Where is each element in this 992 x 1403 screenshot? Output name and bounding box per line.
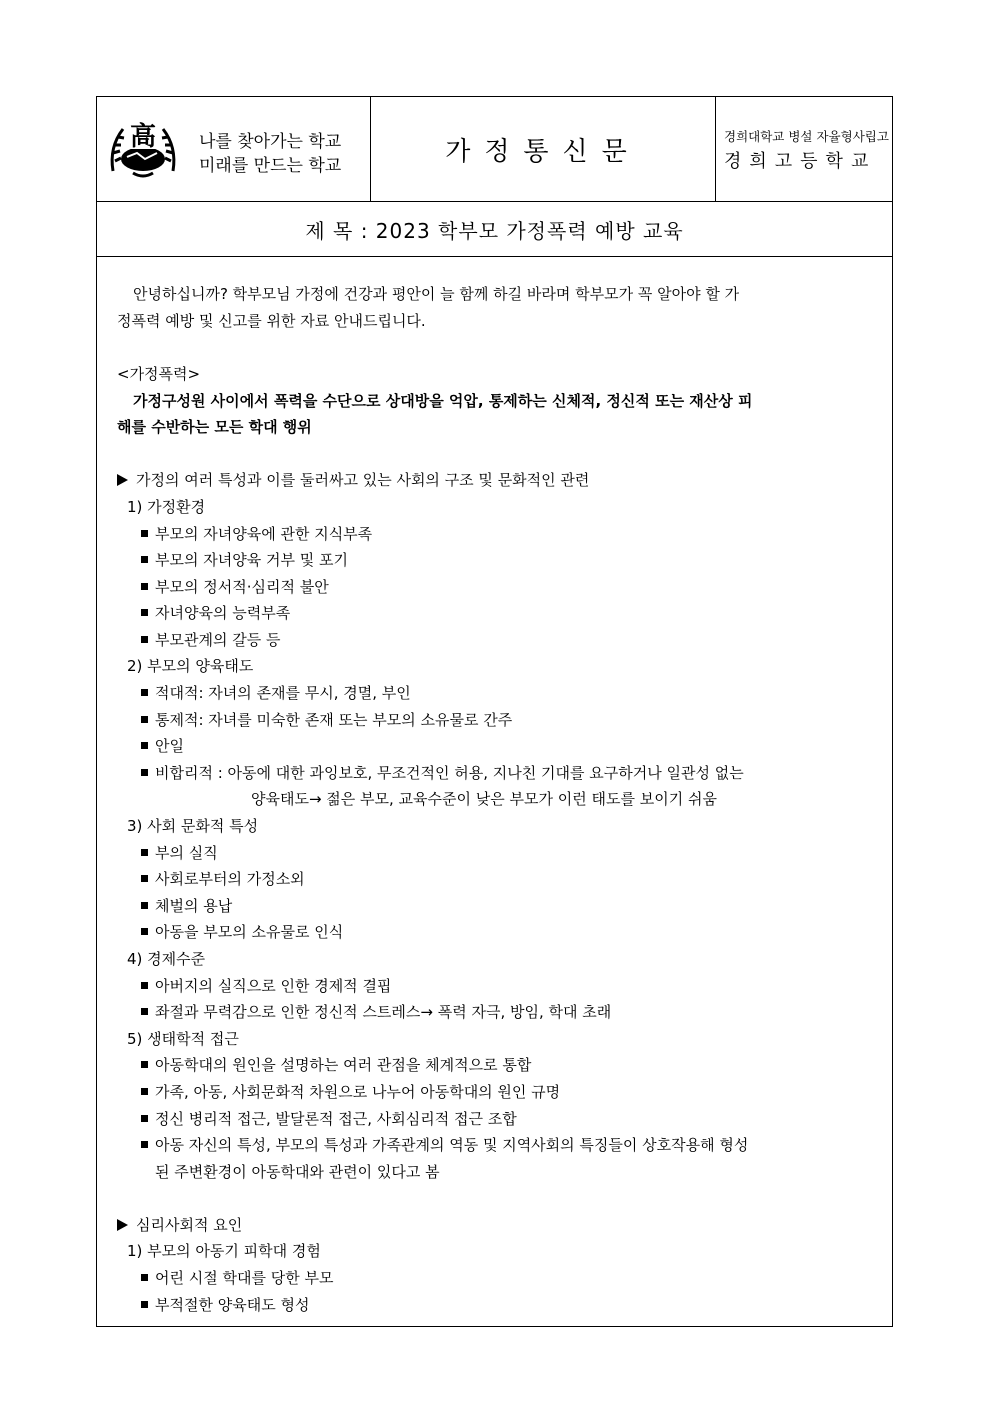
square-bullet-icon bbox=[141, 583, 148, 590]
document-title: 가정통신문 bbox=[445, 137, 641, 167]
school-name: 경희고등학교 bbox=[724, 151, 877, 172]
emblem-character: 高 bbox=[129, 122, 157, 152]
square-bullet-icon bbox=[141, 982, 148, 989]
notice-document bbox=[96, 96, 893, 1327]
intro-line-2: 정폭력 예방 및 신고를 위한 자료 안내드립니다. bbox=[117, 312, 426, 330]
group-heading: 4) 경제수준 bbox=[127, 950, 206, 968]
definition-line-1: 가정구성원 사이에서 폭력을 수단으로 상대방을 억압, 통제하는 신체적, 정신적 또는 재산상 피 bbox=[133, 392, 753, 410]
square-bullet-icon bbox=[141, 556, 148, 563]
list-item: 비합리적 : 아동에 대한 과잉보호, 무조건적인 허용, 지나친 기대를 요구하거나 일관성 없는 bbox=[141, 764, 744, 782]
square-bullet-icon bbox=[141, 636, 148, 643]
list-item: 아동을 부모의 소유물로 인식 bbox=[141, 923, 343, 941]
header-title-cell bbox=[371, 97, 716, 201]
list-item: 부모의 자녀양육 거부 및 포기 bbox=[141, 551, 348, 569]
slogan-line-2: 미래를 만드는 학교 bbox=[199, 156, 342, 176]
list-item-continuation: 된 주변환경이 아동학대와 관련이 있다고 봄 bbox=[155, 1163, 440, 1181]
square-bullet-icon bbox=[141, 875, 148, 882]
list-item: 적대적: 자녀의 존재를 무시, 경멸, 부인 bbox=[141, 684, 411, 702]
square-bullet-icon bbox=[141, 742, 148, 749]
square-bullet-icon bbox=[141, 849, 148, 856]
square-bullet-icon bbox=[141, 1274, 148, 1281]
school-subtitle: 경희대학교 병설 자율형사립고 bbox=[724, 129, 889, 144]
list-item: 부모의 정서적·심리적 불안 bbox=[141, 578, 329, 596]
list-item: 아동학대의 원인을 설명하는 여러 관점을 체계적으로 통합 bbox=[141, 1056, 531, 1074]
section1-title-row bbox=[117, 471, 589, 489]
intro-line-1: 안녕하십니까? 학부모님 가정에 건강과 평안이 늘 함께 하길 바라며 학부모가 꼭 알아야 할 가 bbox=[133, 285, 740, 303]
square-bullet-icon bbox=[141, 1061, 148, 1068]
list-item: 통제적: 자녀를 미숙한 존재 또는 부모의 소유물로 간주 bbox=[141, 711, 512, 729]
section1-title: 가정의 여러 특성과 이를 둘러싸고 있는 사회의 구조 및 문화적인 관련 bbox=[136, 471, 590, 489]
square-bullet-icon bbox=[141, 530, 148, 537]
square-bullet-icon bbox=[141, 609, 148, 616]
square-bullet-icon bbox=[141, 769, 148, 776]
square-bullet-icon bbox=[141, 689, 148, 696]
group-heading: 1) 가정환경 bbox=[127, 498, 206, 516]
square-bullet-icon bbox=[141, 1088, 148, 1095]
group-heading: 3) 사회 문화적 특성 bbox=[127, 817, 259, 835]
list-item-continuation: 양육태도→ 젊은 부모, 교육수준이 낮은 부모가 이런 태도를 보이기 쉬움 bbox=[251, 790, 717, 808]
square-bullet-icon bbox=[141, 1141, 148, 1148]
list-item: 부모의 자녀양육에 관한 지식부족 bbox=[141, 525, 372, 543]
square-bullet-icon bbox=[141, 716, 148, 723]
list-item: 사회로부터의 가정소외 bbox=[141, 870, 305, 888]
definition-heading: <가정폭력> bbox=[117, 365, 201, 383]
list-item: 자녀양육의 능력부족 bbox=[141, 604, 290, 622]
subject-row bbox=[97, 201, 892, 257]
list-item: 아동 자신의 특성, 부모의 특성과 가족관계의 역동 및 지역사회의 특징들이 상호작용해 형성 bbox=[141, 1136, 748, 1154]
square-bullet-icon bbox=[141, 1115, 148, 1122]
subject-title: 제 목 : 2023 학부모 가정폭력 예방 교육 bbox=[305, 219, 684, 243]
list-item: 체벌의 용납 bbox=[141, 897, 232, 915]
list-item: 부의 실직 bbox=[141, 844, 218, 862]
list-item: 정신 병리적 접근, 발달론적 접근, 사회심리적 접근 조합 bbox=[141, 1110, 517, 1128]
square-bullet-icon bbox=[141, 1301, 148, 1308]
school-emblem-icon bbox=[107, 117, 179, 181]
list-item: 아버지의 실직으로 인한 경제적 결핍 bbox=[141, 977, 391, 995]
slogan-line-1: 나를 찾아가는 학교 bbox=[199, 132, 342, 152]
triangle-bullet-icon bbox=[117, 1219, 128, 1231]
header-left-cell bbox=[97, 97, 371, 201]
group-heading: 5) 생태학적 접근 bbox=[127, 1030, 239, 1048]
list-item: 좌절과 무력감으로 인한 정신적 스트레스→ 폭력 자극, 방임, 학대 초래 bbox=[141, 1003, 611, 1021]
square-bullet-icon bbox=[141, 928, 148, 935]
section2-title: 심리사회적 요인 bbox=[136, 1216, 243, 1234]
definition-line-2: 해를 수반하는 모든 학대 행위 bbox=[117, 418, 312, 436]
triangle-bullet-icon bbox=[117, 474, 128, 486]
list-item: 부적절한 양육태도 형성 bbox=[141, 1296, 309, 1314]
list-item: 부모관계의 갈등 등 bbox=[141, 631, 280, 649]
header-school-cell bbox=[716, 97, 892, 201]
list-item: 안일 bbox=[141, 737, 184, 755]
list-item: 어린 시절 학대를 당한 부모 bbox=[141, 1269, 333, 1287]
square-bullet-icon bbox=[141, 1008, 148, 1015]
section2-title-row bbox=[117, 1216, 242, 1234]
list-item: 가족, 아동, 사회문화적 차원으로 나누어 아동학대의 원인 규명 bbox=[141, 1083, 560, 1101]
square-bullet-icon bbox=[141, 902, 148, 909]
content-body bbox=[97, 257, 892, 1327]
group-heading: 2) 부모의 양육태도 bbox=[127, 657, 254, 675]
group-heading: 1) 부모의 아동기 피학대 경험 bbox=[127, 1242, 321, 1260]
header bbox=[97, 97, 892, 202]
